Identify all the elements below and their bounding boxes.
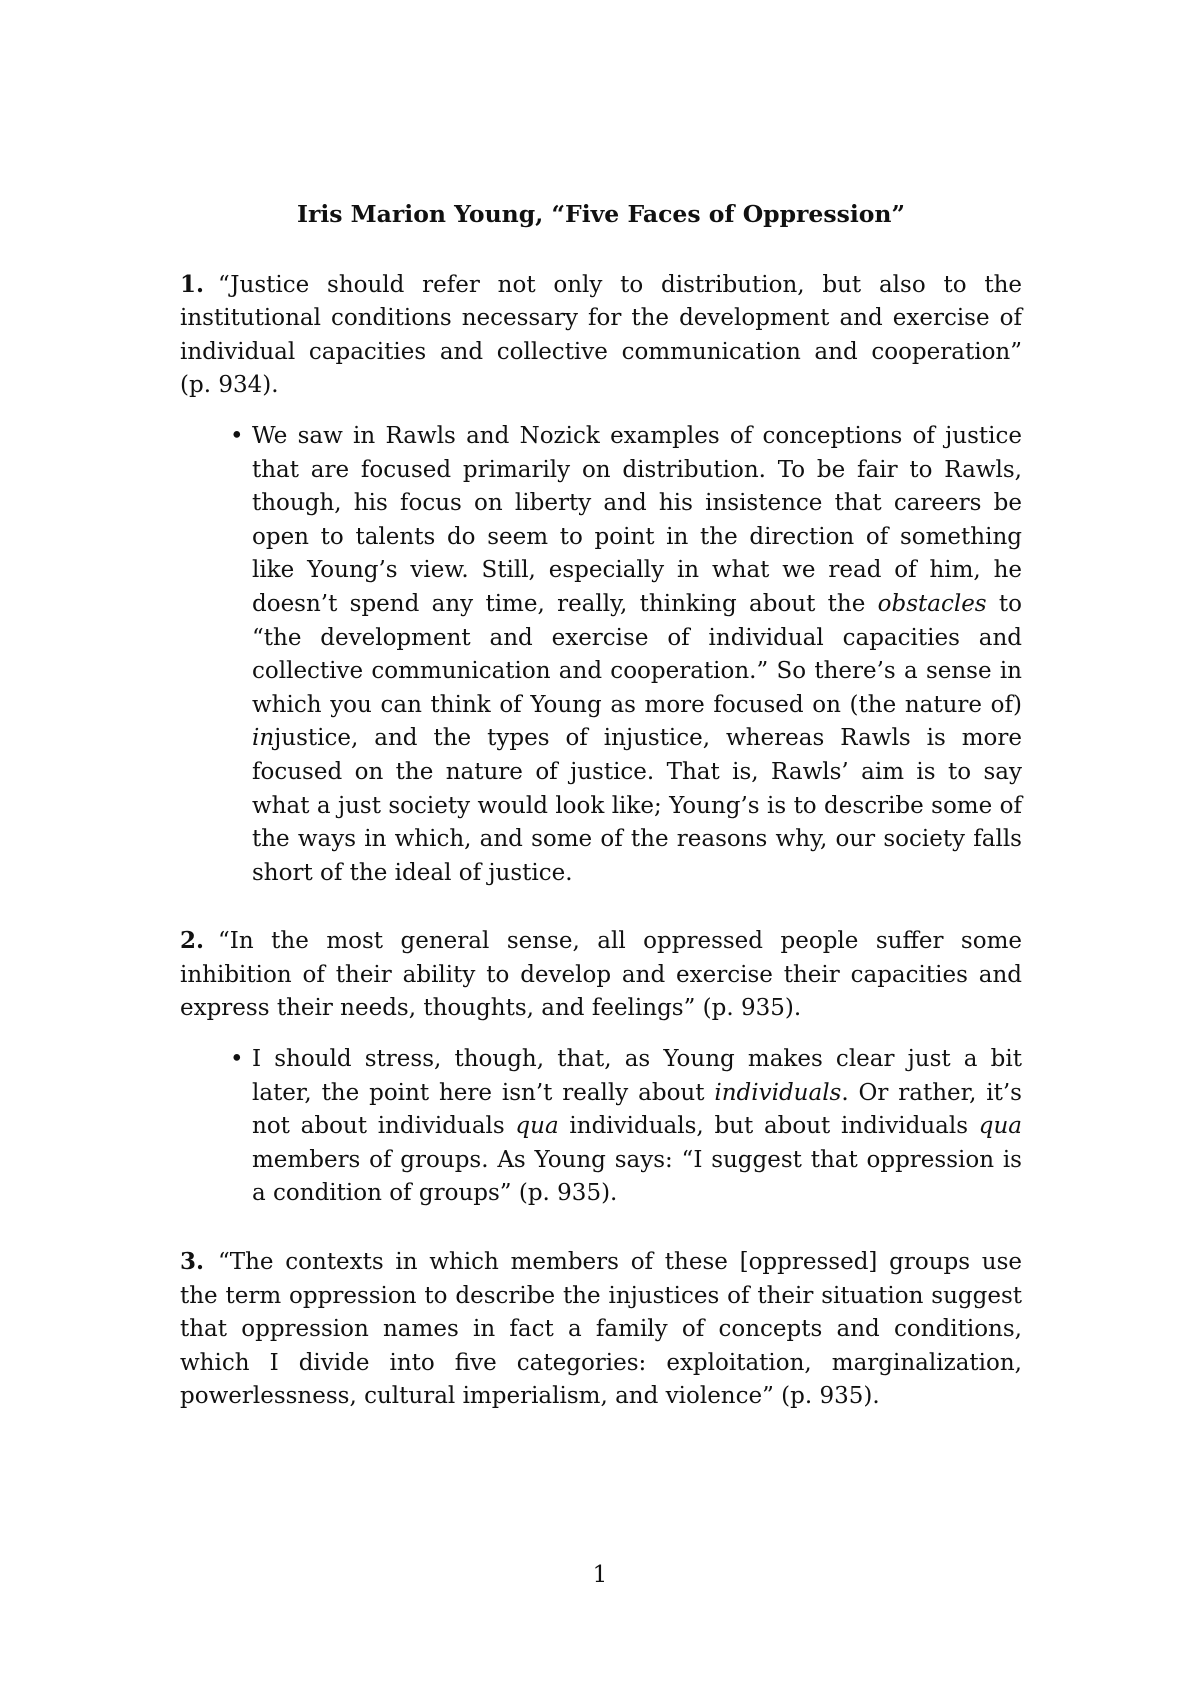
bullet-text-part: I should stress, though, that, as Young makes clear just a bit later, the point here isn’t really about — [252, 1046, 1022, 1106]
bullet-text-part: members of groups. As Young says: “I suggest that oppression is a condition of groups” (p. 935). — [252, 1146, 1022, 1207]
bullet-item — [230, 420, 1022, 890]
item-quote: “Justice should refer not only to distribution, but also to the institutional conditions necessary for the development and exercise of individual capacities and collective communication and cooperation” (p. 934). — [180, 271, 1022, 399]
bullet-marker: • — [230, 1046, 244, 1073]
item-quote: “The contexts in which members of these [oppressed] groups use the term oppression to describe the injustices of their situation suggest that oppression names in fact a family of concepts and conditions, which I divide into five categories: exploitation, marginalization, powerlessness, cultural imperialism, and violence” (p. 935). — [180, 1249, 1022, 1410]
numbered-item-2 — [180, 924, 1022, 1026]
numbered-item-3 — [180, 1245, 1022, 1414]
document-title: Iris Marion Young, “Five Faces of Oppression” — [296, 200, 906, 228]
bullet-list-2 — [180, 1043, 1022, 1211]
item-quote: “In the most general sense, all oppressed people suffer some inhibition of their ability to develop and exercise their capacities and express their needs, thoughts, and feelings” (p. 935). — [180, 928, 1022, 1022]
page-number: 1 — [592, 1562, 608, 1588]
bullet-text-part: We saw in Rawls and Nozick examples of conceptions of justice that are focused primarily on distribution. To be fair to Rawls, though, his focus on liberty and his insistence that careers be open to talents do seem to point in the direction of something like Young’s view. Still, especially in what we read of him, he doesn’t spend any time, really, thinking about the — [252, 422, 1022, 617]
bullet-marker: • — [230, 422, 244, 449]
item-number: 1. — [180, 270, 205, 298]
emphasis-text: in — [252, 725, 275, 752]
document-page — [180, 198, 1022, 1414]
emphasis-text: qua — [978, 1113, 1022, 1140]
emphasis-text: individuals — [714, 1079, 842, 1106]
bullet-text-part: justice, and the types of injustice, whereas Rawls is more focused on the nature of justice. That is, Rawls’ aim is to say what a just society would look like; Young’s is to describe some of the ways in which, and some of the reasons why, our society falls short of the ideal of justice. — [252, 725, 1022, 886]
bullet-text-part: . Or rather, it’s not about individuals — [252, 1079, 1022, 1140]
emphasis-text: obstacles — [877, 590, 987, 617]
numbered-item-1 — [180, 268, 1022, 403]
item-number: 3. — [180, 1248, 205, 1276]
bullet-list-1 — [180, 420, 1022, 890]
item-number: 2. — [180, 927, 205, 955]
bullet-text-part: individuals, but about individuals — [558, 1113, 979, 1140]
bullet-item — [230, 1043, 1022, 1211]
emphasis-text: qua — [515, 1113, 559, 1140]
bullet-text-part: to “the development and exercise of individual capacities and collective communication and cooperation.” So there’s a sense in which you can think of Young as more focused on (the nature of) — [252, 590, 1022, 718]
